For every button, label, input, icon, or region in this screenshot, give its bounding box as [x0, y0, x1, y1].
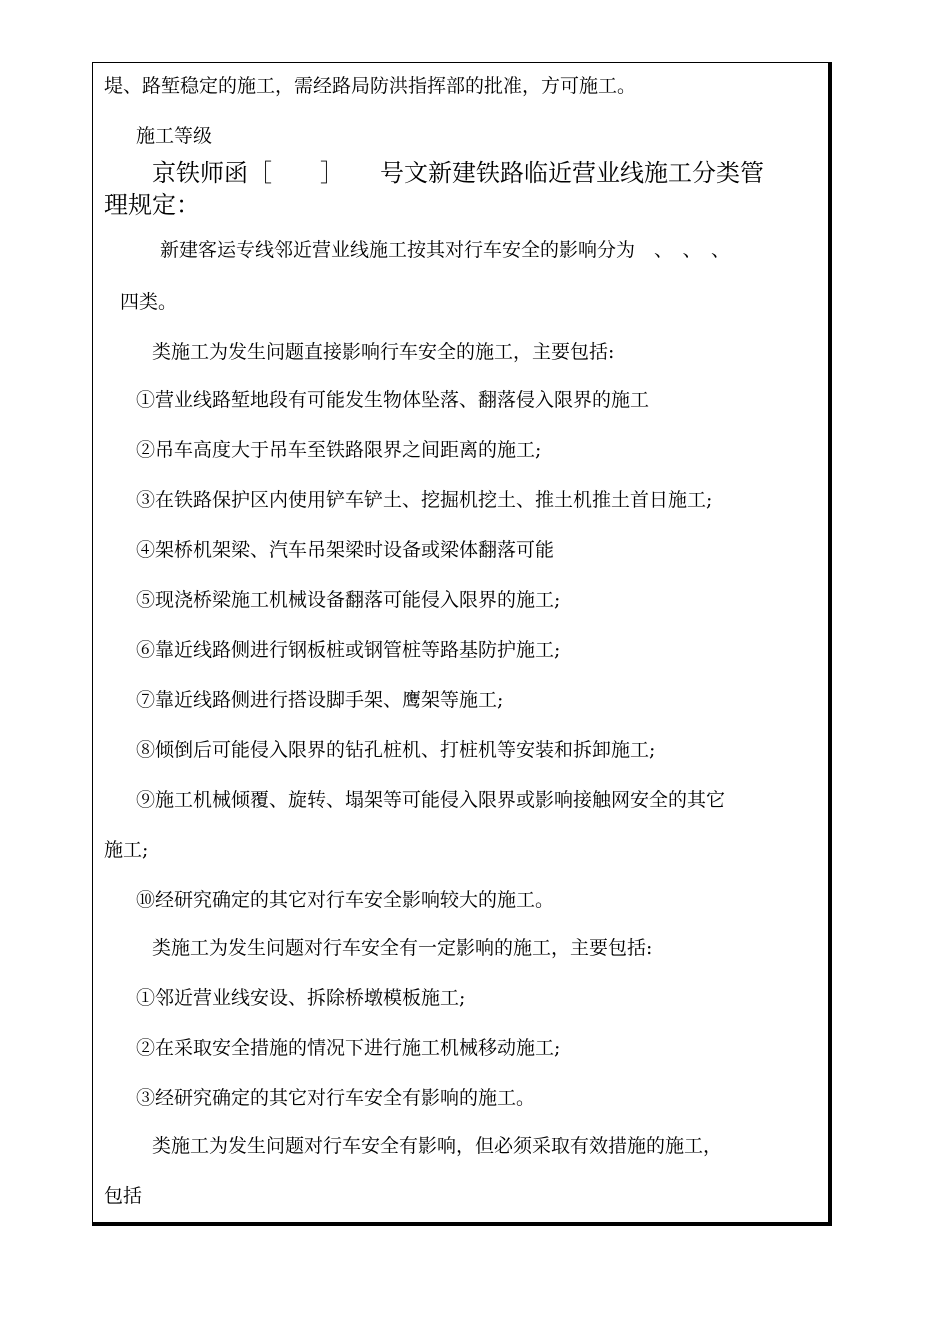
list-item-a9: ⑨施工机械倾覆、旋转、塌架等可能侵入限界或影响接触网安全的其它	[136, 789, 726, 811]
list-item-a3: ③在铁路保护区内使用铲车铲土、挖掘机挖土、推土机推土首日施工;	[136, 489, 713, 511]
text-line-regulation-ref: 京铁师函［ ］ 号文新建铁路临近营业线施工分类管	[152, 159, 764, 187]
text-line-section-heading: 施工等级	[136, 125, 213, 147]
text-line-class-a-intro: 类施工为发生问题直接影响行车安全的施工，主要包括:	[152, 341, 615, 363]
list-item-a1: ①营业线路堑地段有可能发生物体坠落、翻落侵入限界的施工	[136, 389, 650, 411]
text-line-class-c-cont: 包括	[104, 1185, 143, 1207]
list-item-a5: ⑤现浇桥梁施工机械设备翻落可能侵入限界的施工;	[136, 589, 561, 611]
frame-right-border	[828, 62, 832, 1226]
list-item-a2: ②吊车高度大于吊车至铁路限界之间距离的施工;	[136, 439, 542, 461]
text-line-classification: 新建客运专线邻近营业线施工按其对行车安全的影响分为 、 、 、	[160, 239, 731, 261]
text-line-class-b-intro: 类施工为发生问题对行车安全有一定影响的施工，主要包括:	[152, 937, 653, 959]
list-item-a9-cont: 施工;	[104, 839, 149, 861]
text-line-regulation-ref-cont: 理规定：	[104, 191, 200, 219]
text-line-1: 堤、路堑稳定的施工，需经路局防洪指挥部的批准，方可施工。	[104, 75, 637, 97]
list-item-b3: ③经研究确定的其它对行车安全有影响的施工。	[136, 1087, 536, 1109]
list-item-a8: ⑧倾倒后可能侵入限界的钻孔桩机、打桩机等安装和拆卸施工;	[136, 739, 656, 761]
frame-bottom-border	[92, 1222, 832, 1226]
list-item-a6: ⑥靠近线路侧进行钢板桩或钢管桩等路基防护施工;	[136, 639, 561, 661]
list-item-b2: ②在采取安全措施的情况下进行施工机械移动施工;	[136, 1037, 561, 1059]
list-item-b1: ①邻近营业线安设、拆除桥墩模板施工;	[136, 987, 466, 1009]
list-item-a7: ⑦靠近线路侧进行搭设脚手架、鹰架等施工;	[136, 689, 504, 711]
list-item-a10: ⑩经研究确定的其它对行车安全影响较大的施工。	[136, 889, 555, 911]
text-line-class-c-intro: 类施工为发生问题对行车安全有影响，但必须采取有效措施的施工，	[152, 1135, 723, 1157]
text-line-four-classes: 四类。	[120, 291, 178, 313]
list-item-a4: ④架桥机架梁、汽车吊架梁时设备或梁体翻落可能	[136, 539, 555, 561]
